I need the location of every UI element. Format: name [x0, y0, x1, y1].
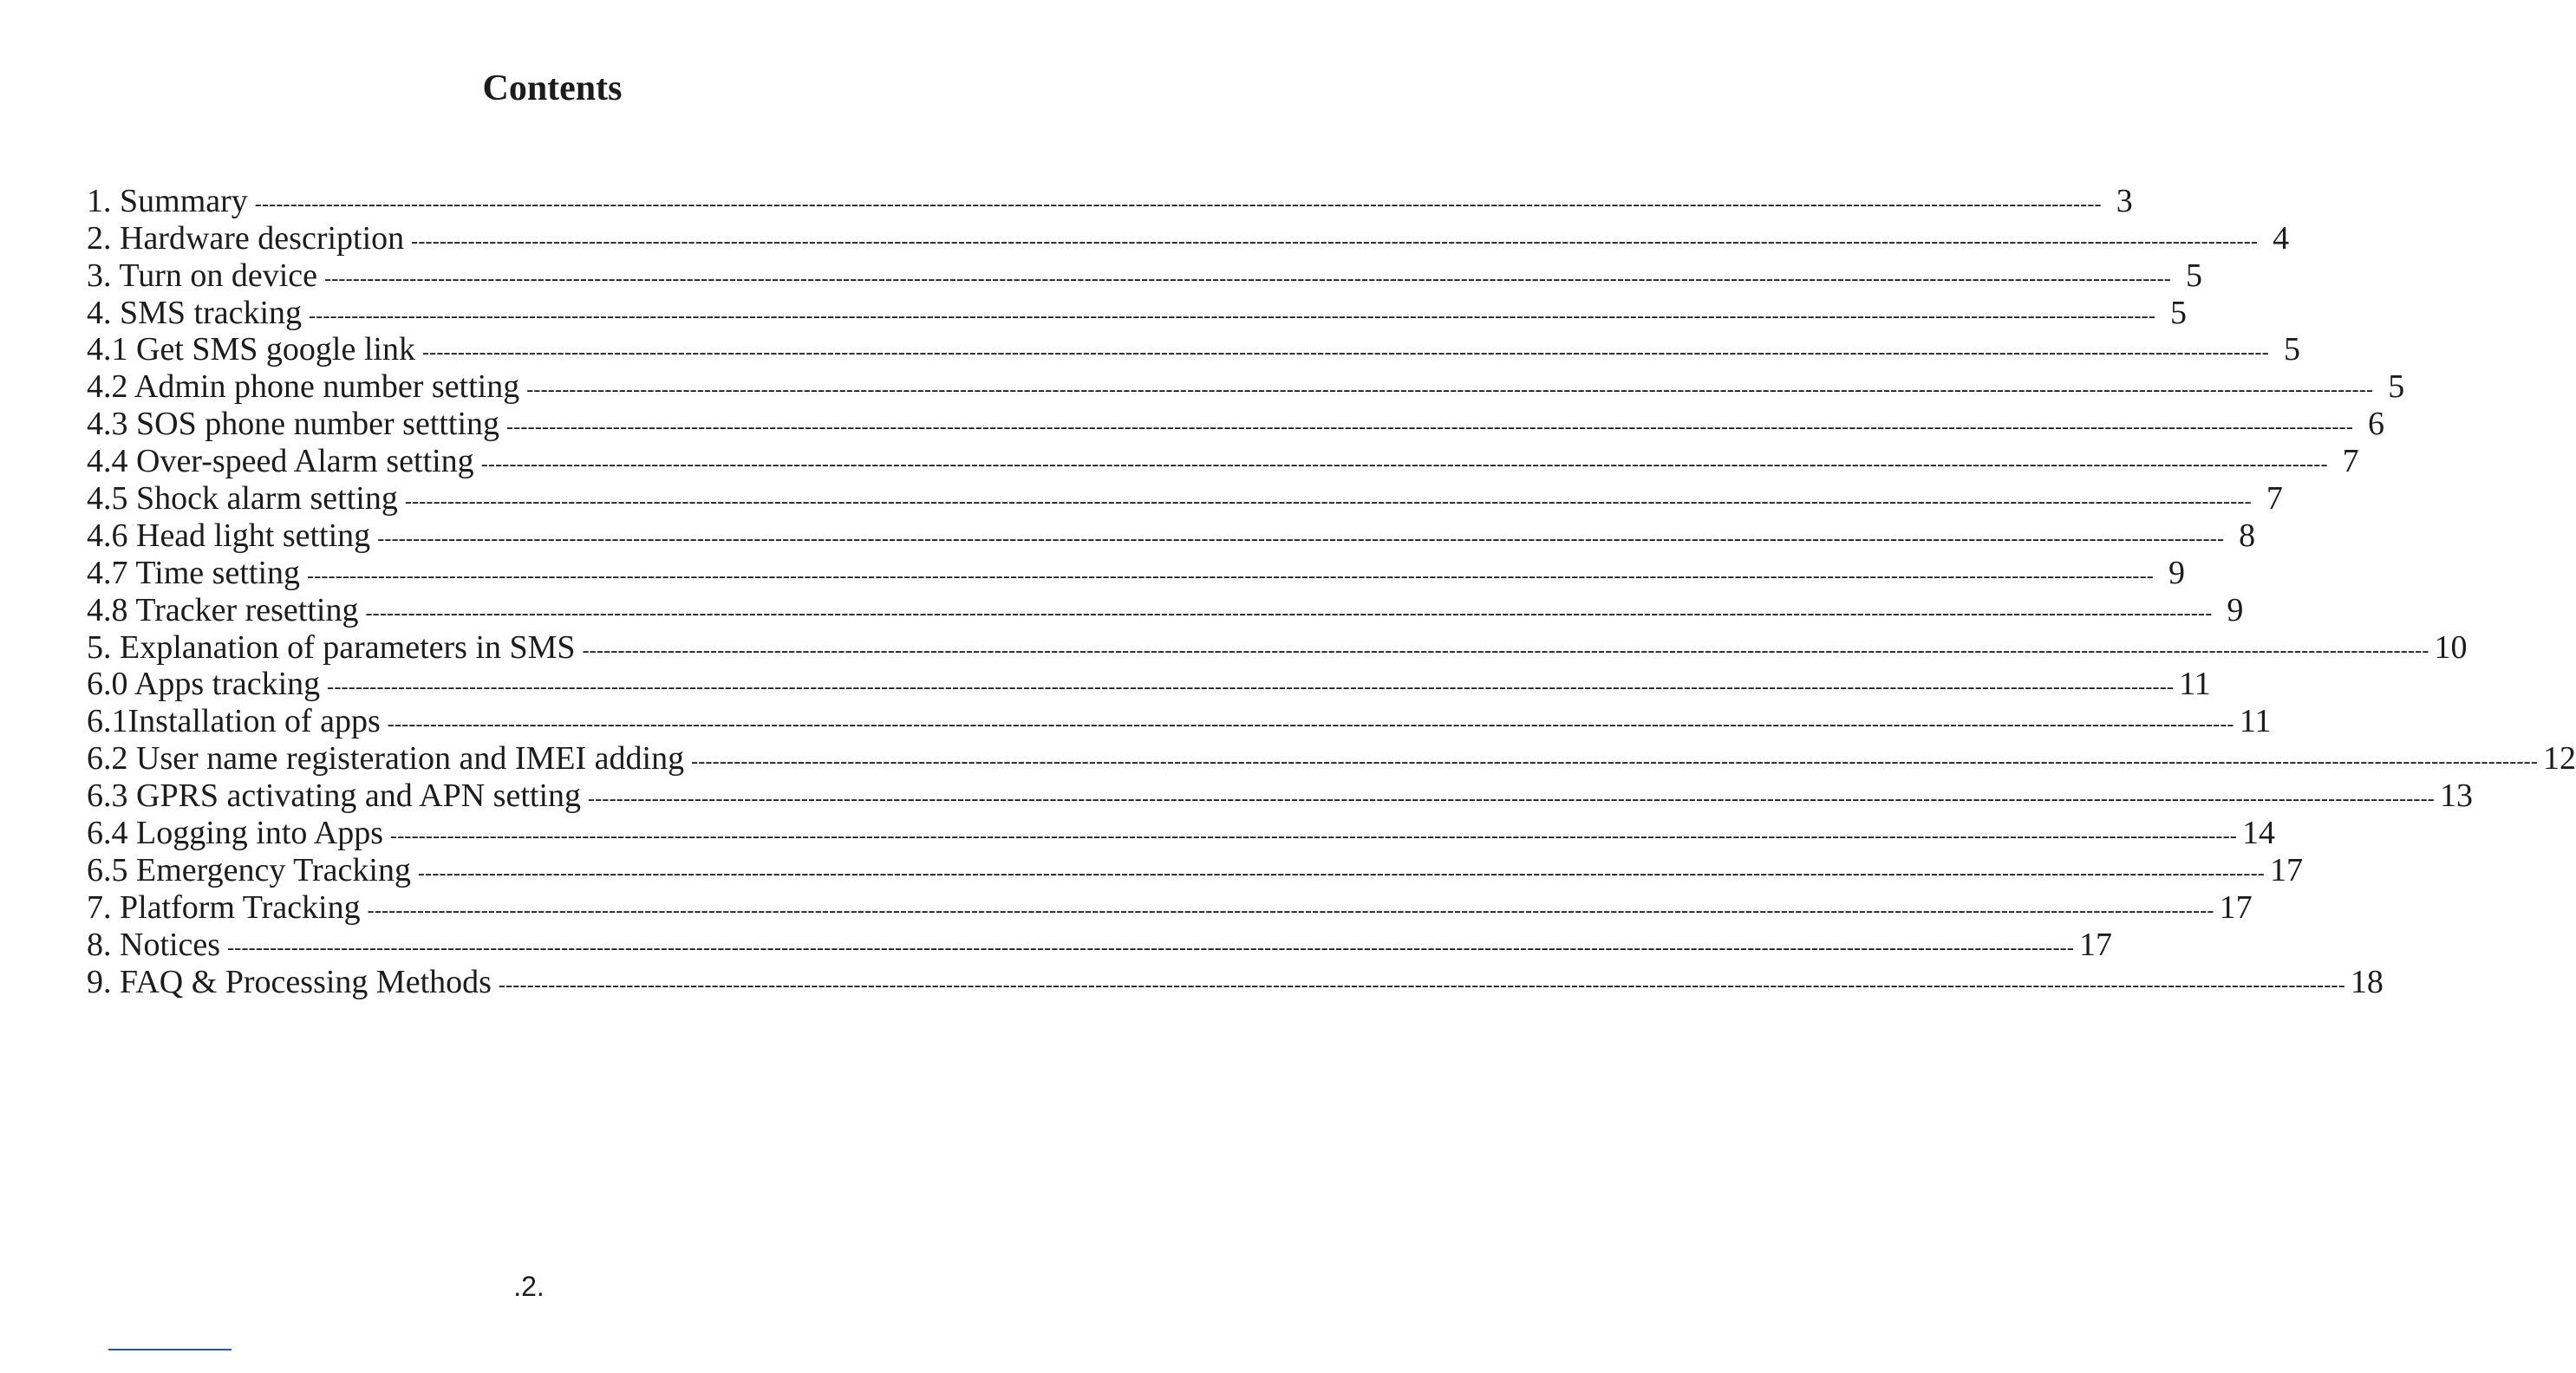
toc-entry[interactable]	[87, 405, 2385, 443]
toc-dash-leader: --------------------------------------------------------------------------------------------------------------------------------------------------------------------------------------------------------------------------------------------------------------------	[377, 527, 2225, 550]
toc-entry-page-number: 14	[2242, 815, 2275, 852]
toc-dash-leader: --------------------------------------------------------------------------------------------------------------------------------------------------------------------------------------------------------------------------------------------------------------------	[404, 491, 2252, 514]
toc-entry[interactable]	[87, 294, 2188, 331]
toc-dash-leader: --------------------------------------------------------------------------------------------------------------------------------------------------------------------------------------------------------------------------------------------------------------------	[421, 342, 2269, 365]
toc-dash-leader: --------------------------------------------------------------------------------------------------------------------------------------------------------------------------------------------------------------------------------------------------------------------	[526, 379, 2374, 402]
toc-entry-page-number: 11	[2179, 666, 2211, 703]
toc-entry-page-number: 4	[2273, 219, 2290, 257]
toc-entry-label: 3. Turn on device	[87, 257, 317, 294]
toc-entry-label: 4.3 SOS phone number settting	[87, 406, 500, 443]
toc-entry[interactable]	[87, 554, 2185, 591]
toc-entry[interactable]	[87, 702, 2272, 740]
toc-entry-label: 7. Platform Tracking	[87, 888, 361, 926]
toc-entry-page-number: 12	[2543, 740, 2576, 778]
toc-entry-label: 6.3 GPRS activating and APN setting	[87, 778, 581, 815]
toc-entry-label: 6.4 Logging into Apps	[87, 815, 384, 852]
toc-entry-page-number: 10	[2434, 628, 2468, 666]
toc-entry-page-number: 5	[2170, 294, 2188, 331]
toc-entry[interactable]	[87, 257, 2202, 294]
toc-entry-label: 1. Summary	[87, 182, 248, 219]
toc-dash-leader: --------------------------------------------------------------------------------------------------------------------------------------------------------------------------------------------------------------------------------------------------------------------	[411, 230, 2259, 253]
toc-entry[interactable]	[87, 219, 2290, 257]
toc-entry-label: 6.2 User name registeration and IMEI adding	[87, 740, 685, 778]
toc-entry-label: 2. Hardware description	[87, 219, 405, 257]
toc-entry-page-number: 3	[2116, 182, 2133, 219]
toc-entry-page-number: 7	[2266, 480, 2283, 517]
toc-dash-leader: --------------------------------------------------------------------------------------------------------------------------------------------------------------------------------------------------------------------------------------------------------------------	[327, 676, 2175, 700]
toc-dash-leader: --------------------------------------------------------------------------------------------------------------------------------------------------------------------------------------------------------------------------------------------------------------------	[691, 751, 2539, 774]
toc-entry[interactable]	[87, 814, 2275, 852]
toc-entry-page-number: 9	[2168, 554, 2185, 591]
toc-dash-leader: --------------------------------------------------------------------------------------------------------------------------------------------------------------------------------------------------------------------------------------------------------------------	[498, 973, 2345, 997]
toc-entry[interactable]	[87, 331, 2300, 368]
page-number: .2.	[513, 1271, 545, 1302]
toc-entry-label: 4.8 Tracker resetting	[87, 591, 359, 628]
toc-entry[interactable]	[87, 777, 2473, 815]
toc-entry-page-number: 17	[2079, 926, 2113, 963]
toc-entry-label: 6.5 Emergency Tracking	[87, 851, 411, 888]
toc-entry-label: 8. Notices	[87, 926, 221, 963]
toc-dash-leader: --------------------------------------------------------------------------------------------------------------------------------------------------------------------------------------------------------------------------------------------------------------------	[506, 416, 2354, 439]
toc-dash-leader: --------------------------------------------------------------------------------------------------------------------------------------------------------------------------------------------------------------------------------------------------------------------	[365, 602, 2213, 625]
toc-entry[interactable]	[87, 888, 2253, 926]
toc-entry[interactable]	[87, 517, 2256, 554]
toc-dash-leader: --------------------------------------------------------------------------------------------------------------------------------------------------------------------------------------------------------------------------------------------------------------------	[309, 304, 2156, 328]
toc-entry-label: 9. FAQ & Processing Methods	[87, 963, 492, 1000]
toc-entry-label: 4.6 Head light setting	[87, 517, 371, 554]
toc-entry-page-number: 5	[2185, 257, 2202, 294]
toc-entry[interactable]	[87, 479, 2283, 517]
toc-entry[interactable]	[87, 442, 2359, 480]
toc-dash-leader: --------------------------------------------------------------------------------------------------------------------------------------------------------------------------------------------------------------------------------------------------------------------	[307, 564, 2154, 588]
toc-entry[interactable]	[87, 368, 2405, 406]
toc-entry-page-number: 5	[2283, 331, 2300, 368]
toc-dash-leader: --------------------------------------------------------------------------------------------------------------------------------------------------------------------------------------------------------------------------------------------------------------------	[367, 899, 2214, 922]
toc-entry-label: 6.0 Apps tracking	[87, 666, 321, 703]
toc-dash-leader: --------------------------------------------------------------------------------------------------------------------------------------------------------------------------------------------------------------------------------------------------------------------	[588, 788, 2435, 811]
toc-entry-label: 5. Explanation of parameters in SMS	[87, 628, 576, 666]
toc-dash-leader: --------------------------------------------------------------------------------------------------------------------------------------------------------------------------------------------------------------------------------------------------------------------	[417, 862, 2265, 885]
toc-entry-page-number: 17	[2219, 888, 2253, 926]
toc-entry-page-number: 7	[2342, 443, 2359, 480]
toc-entry-label: 4.4 Over-speed Alarm setting	[87, 443, 474, 480]
toc-dash-leader: --------------------------------------------------------------------------------------------------------------------------------------------------------------------------------------------------------------------------------------------------------------------	[480, 453, 2328, 477]
toc-entry-page-number: 11	[2239, 703, 2272, 740]
toc-entry-page-number: 5	[2388, 368, 2405, 406]
table-of-contents	[87, 182, 2576, 1000]
toc-entry-label: 6.1Installation of apps	[87, 703, 381, 740]
toc-entry-page-number: 6	[2368, 406, 2385, 443]
toc-entry-page-number: 9	[2227, 591, 2244, 628]
toc-entry-label: 4. SMS tracking	[87, 294, 303, 331]
toc-entry[interactable]	[87, 851, 2303, 888]
toc-dash-leader: --------------------------------------------------------------------------------------------------------------------------------------------------------------------------------------------------------------------------------------------------------------------	[324, 267, 2171, 290]
toc-entry-page-number: 8	[2239, 517, 2256, 554]
toc-entry-label: 4.2 Admin phone number setting	[87, 368, 520, 406]
bottom-divider	[108, 1349, 232, 1350]
toc-entry[interactable]	[87, 591, 2244, 628]
toc-entry[interactable]	[87, 739, 2576, 778]
toc-entry-label: 4.1 Get SMS google link	[87, 331, 415, 368]
page-title: Contents	[482, 68, 623, 108]
toc-dash-leader: --------------------------------------------------------------------------------------------------------------------------------------------------------------------------------------------------------------------------------------------------------------------	[390, 825, 2237, 849]
toc-dash-leader: --------------------------------------------------------------------------------------------------------------------------------------------------------------------------------------------------------------------------------------------------------------------	[227, 936, 2075, 960]
toc-entry-page-number: 18	[2350, 963, 2384, 1000]
toc-entry[interactable]	[87, 182, 2133, 219]
toc-entry-page-number: 17	[2269, 851, 2303, 888]
toc-entry[interactable]	[87, 666, 2211, 703]
toc-dash-leader: --------------------------------------------------------------------------------------------------------------------------------------------------------------------------------------------------------------------------------------------------------------------	[387, 713, 2234, 737]
toc-entry-page-number: 13	[2439, 778, 2473, 815]
toc-entry-label: 4.7 Time setting	[87, 554, 300, 591]
toc-entry-label: 4.5 Shock alarm setting	[87, 480, 398, 517]
toc-entry[interactable]	[87, 926, 2113, 963]
toc-entry[interactable]	[87, 963, 2384, 1000]
toc-dash-leader: --------------------------------------------------------------------------------------------------------------------------------------------------------------------------------------------------------------------------------------------------------------------	[254, 192, 2102, 216]
toc-dash-leader: --------------------------------------------------------------------------------------------------------------------------------------------------------------------------------------------------------------------------------------------------------------------	[582, 639, 2429, 662]
toc-entry[interactable]	[87, 628, 2468, 666]
